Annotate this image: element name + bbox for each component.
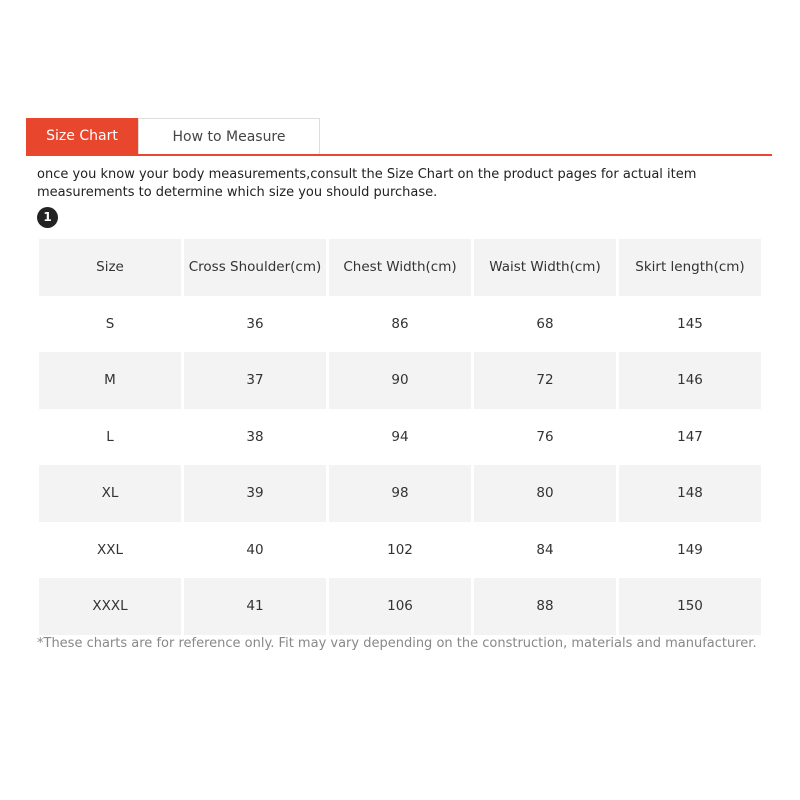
table-row [39,409,761,466]
cell-waist-width: 76 [536,428,554,445]
tab-bar [26,118,772,156]
cell-skirt-length: 145 [677,315,703,332]
header-size: Size [39,239,181,296]
cell-skirt-length: 146 [619,352,761,409]
table-row [39,296,761,353]
header-skirt-length: Skirt length(cm) [619,239,761,296]
tab-how-to-measure[interactable]: How to Measure [138,118,320,154]
cell-chest-width: 106 [329,578,471,635]
cell-skirt-length: 147 [677,428,703,445]
cell-chest-width: 98 [329,465,471,522]
cell-size: XXXL [39,578,181,635]
cell-cross-shoulder: 41 [184,578,326,635]
header-cross-shoulder: Cross Shoulder(cm) [184,239,326,296]
footnote: *These charts are for reference only. Fit may vary depending on the construction, materials and manufacturer. [37,636,757,651]
cell-cross-shoulder: 36 [246,315,264,332]
cell-size: S [105,315,115,332]
cell-chest-width: 102 [387,541,413,558]
intro-text: once you know your body measurements,consult the Size Chart on the product pages for actual item measurements to determine which size you should purchase. [37,167,697,200]
table-header-row [39,239,761,296]
cell-cross-shoulder: 40 [246,541,264,558]
cell-waist-width: 88 [474,578,616,635]
cell-cross-shoulder: 39 [184,465,326,522]
cell-waist-width: 80 [474,465,616,522]
step-number-badge: 1 [37,207,58,228]
header-chest-width: Chest Width(cm) [329,239,471,296]
cell-chest-width: 90 [329,352,471,409]
cell-waist-width: 68 [536,315,554,332]
cell-chest-width: 94 [391,428,409,445]
table-row [39,522,761,579]
cell-skirt-length: 149 [677,541,703,558]
table-row [39,465,761,522]
cell-skirt-length: 148 [619,465,761,522]
cell-skirt-length: 150 [619,578,761,635]
cell-size: XL [39,465,181,522]
cell-waist-width: 84 [536,541,554,558]
tab-size-chart[interactable]: Size Chart [26,118,138,154]
cell-waist-width: 72 [474,352,616,409]
cell-chest-width: 86 [391,315,409,332]
cell-size: XXL [96,541,124,558]
size-table [36,239,764,635]
table-row [39,578,761,635]
cell-cross-shoulder: 37 [184,352,326,409]
cell-size: M [39,352,181,409]
header-waist-width: Waist Width(cm) [474,239,616,296]
cell-size: L [106,428,114,445]
cell-cross-shoulder: 38 [246,428,264,445]
table-row [39,352,761,409]
